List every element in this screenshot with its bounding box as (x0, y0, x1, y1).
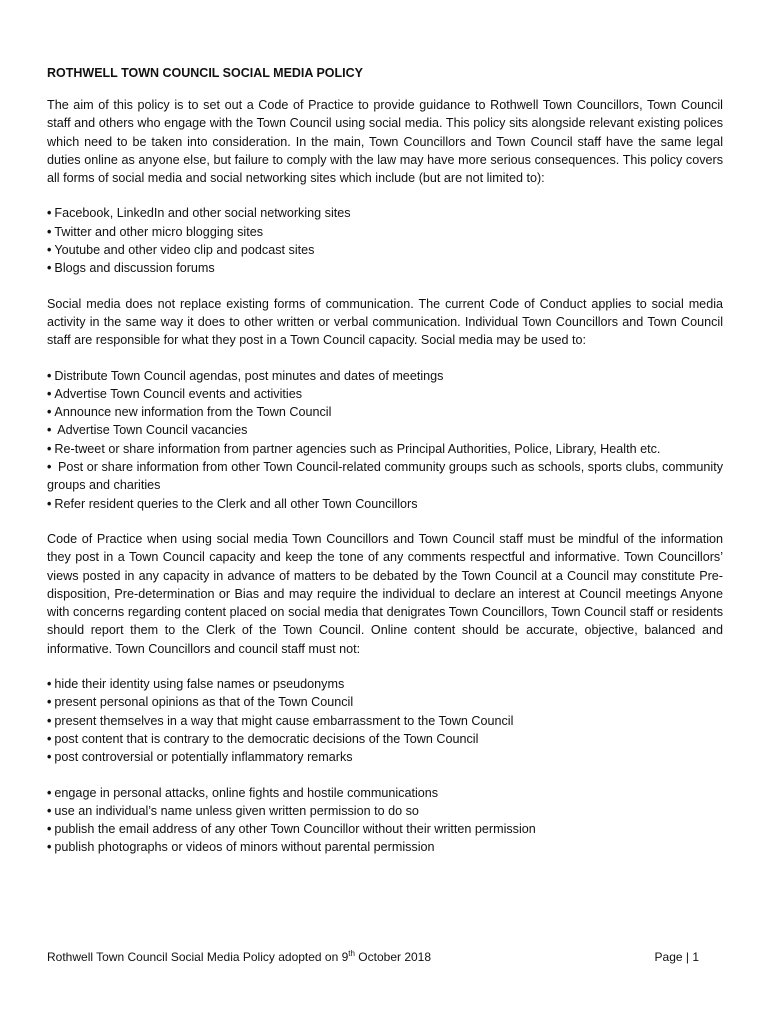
bullet-icon: • (47, 496, 52, 511)
list-item: • publish the email address of any other Town Councillor without their written permission (47, 822, 536, 837)
list-item: • Blogs and discussion forums (47, 261, 215, 276)
uses-list (47, 367, 723, 513)
bullet-icon: • (47, 460, 52, 475)
bullet-icon: • (47, 822, 52, 837)
bullet-icon: • (47, 840, 52, 855)
bullet-icon: • (47, 368, 52, 383)
list-item: • use an individual’s name unless given written permission to do so (47, 803, 419, 818)
page-footer (47, 948, 699, 966)
list-item: • Facebook, LinkedIn and other social networking sites (47, 206, 351, 221)
page-number: Page | 1 (654, 950, 699, 964)
list-item: • Announce new information from the Town Council (47, 405, 332, 420)
bullet-icon: • (47, 441, 52, 456)
list-item: • Post or share information from other Town Council-related community groups such as schools, sports clubs, community groups and charities (47, 460, 723, 493)
page-title: ROTHWELL TOWN COUNCIL SOCIAL MEDIA POLICY (47, 66, 363, 80)
bullet-icon: • (47, 803, 52, 818)
list-item: • present themselves in a way that might cause embarrassment to the Town Council (47, 713, 514, 728)
list-item: • Advertise Town Council events and activities (47, 386, 302, 401)
footer-adoption-note: Rothwell Town Council Social Media Policy adopted on 9th October 2018 (47, 949, 432, 964)
list-item: • Advertise Town Council vacancies (47, 423, 248, 438)
list-item: • post content that is contrary to the democratic decisions of the Town Council (47, 731, 479, 746)
bullet-icon: • (47, 677, 52, 692)
bullet-icon: • (47, 386, 52, 401)
usage-paragraph: Social media does not replace existing forms of communication. The current Code of Conduct applies to social media activity in the same way it does to other written or verbal communication. Individual Town Councillors and Town Council staff are responsible for what they post in a Town Council capacity. Social media may be used to: (47, 296, 723, 348)
list-item: • Distribute Town Council agendas, post minutes and dates of meetings (47, 368, 444, 383)
bullet-icon: • (47, 206, 52, 221)
list-item: • hide their identity using false names or pseudonyms (47, 677, 345, 692)
code-of-practice-paragraph: Code of Practice when using social media Town Councillors and Town Council staff must be mindful of the information they post in a Town Council capacity and keep the tone of any comments respectful and informative. Town Councillors’ views posted in any capacity in advance of matters to be debated by the Town Council at a Council may constitute Pre-disposition, Pre-determination or Bias and may require the individual to declare an interest at Council meetings Anyone with concerns regarding content placed on social media that denigrates Town Councillors, Town Council staff or residents should report them to the Clerk of the Town Council. Online content should be accurate, objective, balanced and informative. Town Councillors and council staff must not: (47, 531, 723, 656)
list-item: • Twitter and other micro blogging sites (47, 224, 264, 239)
bullet-icon: • (47, 713, 52, 728)
bullet-icon: • (47, 785, 52, 800)
bullet-icon: • (47, 423, 52, 438)
list-item: • Re-tweet or share information from partner agencies such as Principal Authorities, Police, Library, Health etc. (47, 441, 661, 456)
intro-paragraph: The aim of this policy is to set out a Code of Practice to provide guidance to Rothwell Town Councillors, Town Council staff and others who engage with the Town Council using social media. This policy sits alongside relevant existing polices which need to be taken into consideration. In the main, Town Councillors and Town Council staff have the same legal duties online as anyone else, but failure to comply with the law may have more serious consequences. This policy covers all forms of social media and social networking sites which include (but are not limited to): (47, 98, 723, 186)
bullet-icon: • (47, 731, 52, 746)
bullet-icon: • (47, 695, 52, 710)
bullet-icon: • (47, 750, 52, 765)
list-item: • publish photographs or videos of minors without parental permission (47, 840, 435, 855)
list-item: • present personal opinions as that of the Town Council (47, 695, 354, 710)
list-item: • Refer resident queries to the Clerk and all other Town Councillors (47, 496, 418, 511)
bullet-icon: • (47, 261, 52, 276)
bullet-icon: • (47, 243, 52, 258)
list-item: • post controversial or potentially inflammatory remarks (47, 750, 353, 765)
sites-list (47, 204, 723, 277)
must-not-list-2 (47, 784, 723, 857)
must-not-list-1 (47, 675, 723, 766)
list-item: • engage in personal attacks, online fights and hostile communications (47, 785, 439, 800)
list-item: • Youtube and other video clip and podcast sites (47, 243, 315, 258)
bullet-icon: • (47, 405, 52, 420)
bullet-icon: • (47, 224, 52, 239)
